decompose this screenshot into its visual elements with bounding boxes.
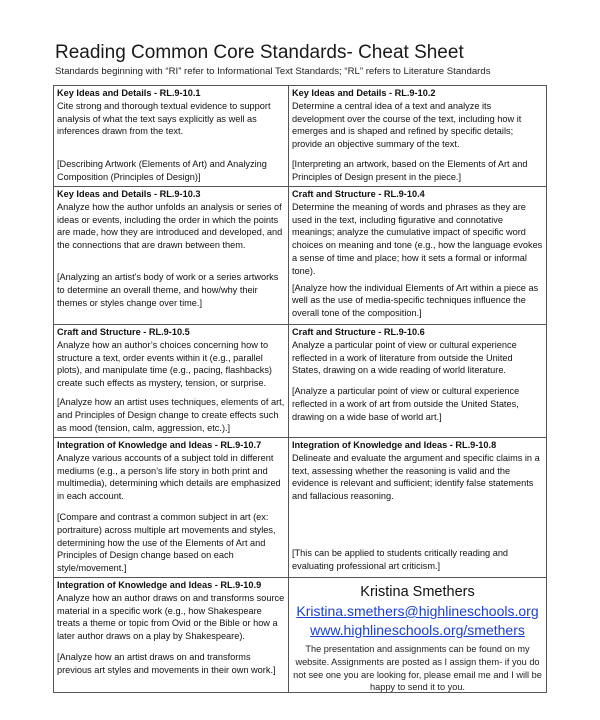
cell-note: [Analyzing an artist's body of work or a series artworks to determine an overall theme, and how/why their themes or styles change over time.] [57, 271, 279, 308]
standard-cell-rl-9-10-9 [54, 577, 289, 692]
cell-heading: Craft and Structure - RL.9-10.5 [57, 327, 190, 337]
cell-note: [Analyze how an artist draws on and transforms previous art styles and movements in their own work.] [57, 651, 276, 675]
table-row [54, 86, 547, 187]
contact-website-link[interactable]: www.highlineschools.org/smethers [310, 621, 525, 638]
standard-cell-rl-9-10-2 [289, 86, 547, 187]
cell-note: [Interpreting an artwork, based on the Elements of Art and Principles of Design present in the piece.] [292, 158, 528, 182]
cell-body: Analyze how the author unfolds an analysis or series of ideas or events, including the order in which the points are made, how they are introduced and developed, and the connections that are drawn between them. [57, 201, 283, 251]
cell-body: Analyze various accounts of a subject told in different mediums (e.g., a person’s life story in both print and multimedia), determining which details are emphasized in each account. [57, 452, 281, 502]
cell-heading: Key Ideas and Details - RL.9-10.1 [57, 88, 201, 98]
standard-cell-rl-9-10-4 [289, 187, 547, 325]
table-row [54, 577, 547, 692]
contact-message: The presentation and assignments can be found on my website. Assignments are posted as I assign them- if you do not see one you are looking for, please email me and I will be happy to send it to you. [293, 643, 542, 693]
standard-cell-rl-9-10-1 [54, 86, 289, 187]
cell-heading: Integration of Knowledge and Ideas - RL.9-10.7 [57, 440, 262, 450]
contact-cell [289, 577, 547, 692]
cell-heading: Key Ideas and Details - RL.9-10.3 [57, 189, 201, 199]
cell-body: Determine the meaning of words and phrases as they are used in the text, including figurative and connotative meanings; analyze the cumulative impact of specific word choices on meaning and tone (e.g., how the language evokes a sense of time and place; how it sets a formal or informal tone). [292, 201, 543, 276]
cell-note: [Describing Artwork (Elements of Art) and Analyzing Composition (Principles of Design)] [57, 159, 267, 182]
cell-note: [Analyze how the individual Elements of Art within a piece as well as the use of media-specific techniques influence the overall tone of the composition.] [292, 282, 539, 319]
cell-heading: Integration of Knowledge and Ideas - RL.9-10.8 [292, 440, 497, 450]
standard-cell-rl-9-10-7 [54, 438, 289, 578]
cell-note: [This can be applied to students critically reading and evaluating professional art criticism.] [292, 547, 509, 571]
cell-body: Cite strong and thorough textual evidence to support analysis of what the text says explicitly as well as inferences drawn from the text. [57, 100, 271, 137]
cell-note: [Analyze how an artist uses techniques, elements of art, and Principles of Design change to create effects such as mood (tension, calm, aggression, etc.).] [57, 396, 285, 433]
cell-body: Delineate and evaluate the argument and specific claims in a text, assessing whether the reasoning is valid and the evidence is relevant and sufficient; identify false statements and fallacious reasoning. [292, 452, 540, 502]
table-row [54, 187, 547, 325]
page-subtitle: Standards beginning with “RI” refer to Informational Text Standards; “RL” refers to Literature Standards [55, 66, 491, 77]
cell-body: Determine a central idea of a text and analyze its development over the course of the text, including how it emerges and is shaped and refined by specific details; provide an objective summary of the text. [292, 100, 522, 150]
cell-heading: Craft and Structure - RL.9-10.6 [292, 327, 425, 337]
standards-table [53, 85, 547, 693]
cell-note: [Compare and contrast a common subject in art (ex: portraiture) across multiple art movements and styles, determining how the use of the Elements of Art and Principles of Design change based on each style/movement.] [57, 511, 276, 574]
cell-note: [Analyze a particular point of view or cultural experience reflected in a work of art from outside the United States, drawing on a wide base of world art.] [292, 386, 520, 422]
standard-cell-rl-9-10-3 [54, 187, 289, 325]
cell-body: Analyze how an author draws on and transforms source material in a specific work (e.g., how Shakespeare treats a theme or topic from Ovid or the Bible or how a later author draws on a play by Shakespeare). [57, 592, 285, 642]
cell-body: Analyze a particular point of view or cultural experience reflected in a work of literature from outside the United States, drawing on a wide reading of world literature. [292, 339, 517, 376]
standard-cell-rl-9-10-8 [289, 438, 547, 578]
contact-name: Kristina Smethers [360, 583, 475, 600]
table-row [54, 438, 547, 578]
cell-heading: Craft and Structure - RL.9-10.4 [292, 189, 425, 199]
standard-cell-rl-9-10-5 [54, 325, 289, 438]
standard-cell-rl-9-10-6 [289, 325, 547, 438]
cell-heading: Key Ideas and Details - RL.9-10.2 [292, 88, 436, 98]
table-row [54, 325, 547, 438]
contact-email-link[interactable]: Kristina.smethers@highlineschools.org [296, 602, 539, 619]
cell-body: Analyze how an author’s choices concerning how to structure a text, order events within it (e.g., parallel plots), and manipulate time (e.g., pacing, flashbacks) create such effects as mystery, tension, or surprise. [57, 339, 272, 389]
cell-heading: Integration of Knowledge and Ideas - RL.9-10.9 [57, 579, 262, 590]
page-title: Reading Common Core Standards- Cheat Sheet [55, 42, 464, 63]
